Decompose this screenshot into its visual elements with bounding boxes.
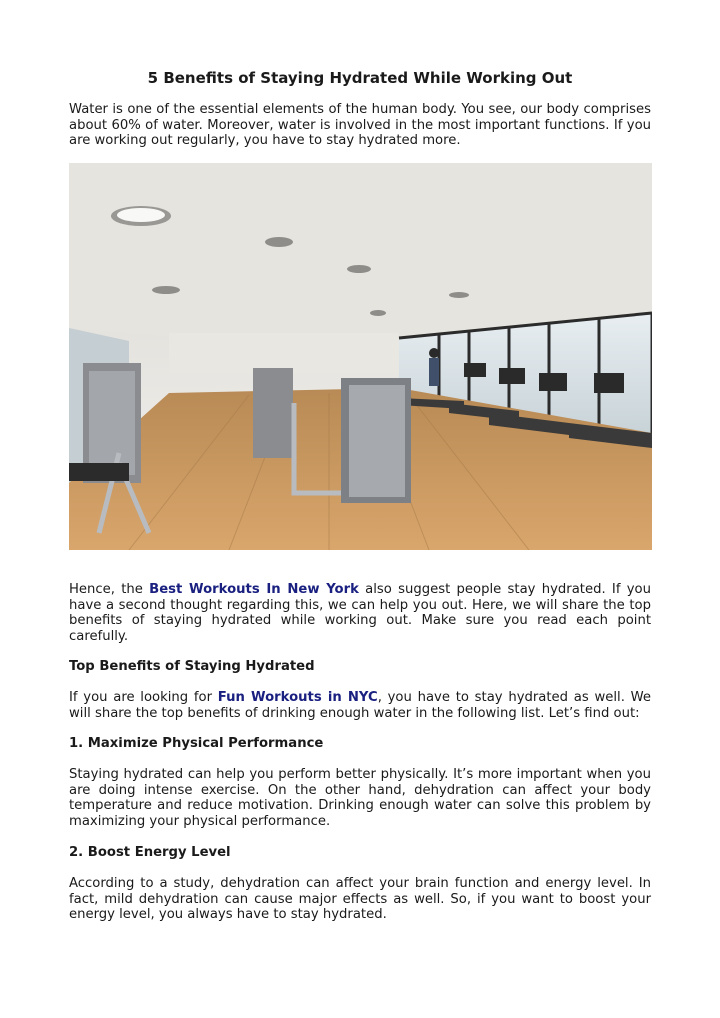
- page-title: 5 Benefits of Staying Hydrated While Working Out: [147, 69, 573, 87]
- paragraph-text-after: , you have to stay hydrated as well. We will share the top benefits of drinking enough water in the following list. Let’s find out:: [69, 690, 652, 721]
- intro-paragraph: Water is one of the essential elements of the human body. You see, our body comprises about 60% of water. Moreover, water is involved in the most important functions. If you are working out regularly, you have to stay hydrated more.: [69, 102, 651, 148]
- benefit-2-heading: 2. Boost Energy Level: [69, 845, 231, 860]
- gym-photo: [69, 163, 652, 550]
- paragraph-text-before: If you are looking for: [69, 690, 218, 705]
- paragraph-text-before: Hence, the: [69, 582, 150, 597]
- best-workouts-link[interactable]: Best Workouts In New York: [149, 582, 359, 597]
- benefit-2-text: According to a study, dehydration can affect your brain function and energy level. In fact, mild dehydration can cause major effects as well. So, if you want to boost your energy level, you always have to stay hydrated.: [69, 876, 651, 922]
- fun-workouts-link[interactable]: Fun Workouts in NYC: [217, 690, 378, 705]
- paragraph-fun-workouts: [69, 690, 651, 721]
- section-heading: Top Benefits of Staying Hydrated: [69, 659, 315, 674]
- paragraph-text-after: also suggest people stay hydrated. If you have a second thought regarding this, we can help you out. Here, we will share the top benefits of staying hydrated while working out. Make sure you read each point carefully.: [69, 582, 651, 644]
- benefit-1-text: Staying hydrated can help you perform better physically. It’s more important when you are doing intense exercise. On the other hand, dehydration can affect your body temperature and reduce motivation. Drinking enough water can solve this problem by maximizing your physical performance.: [69, 767, 651, 829]
- paragraph-best-workouts: [69, 582, 651, 644]
- benefit-1-heading: 1. Maximize Physical Performance: [69, 736, 324, 751]
